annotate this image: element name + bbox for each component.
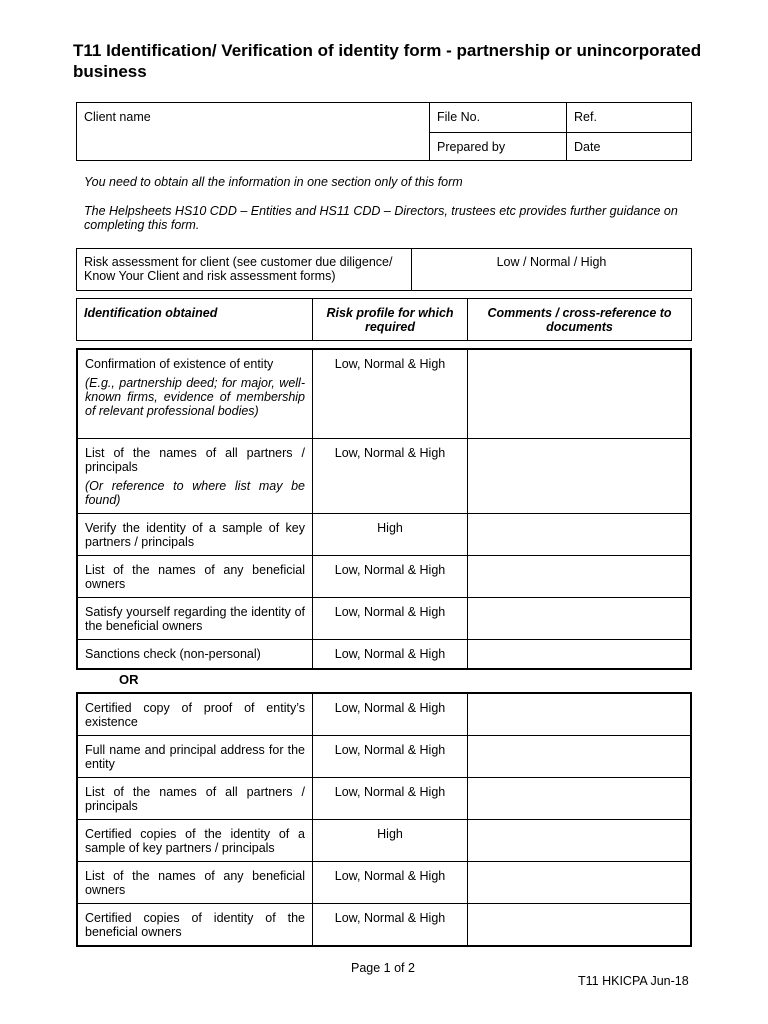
row-subtext: (E.g., partnership deed; for major, well-known firms, evidence of membership of relevant professional bodies)	[85, 376, 305, 418]
instruction-note: You need to obtain all the information in one section only of this form	[84, 175, 463, 189]
row-text: Confirmation of existence of entity	[85, 357, 274, 371]
comment-field[interactable]	[468, 820, 692, 862]
client-name-field[interactable]	[77, 103, 430, 161]
table-row	[77, 555, 691, 597]
risk-assessment-table	[76, 248, 692, 291]
table-row	[77, 349, 691, 438]
comment-field[interactable]	[468, 349, 692, 438]
comment-field[interactable]	[468, 597, 692, 639]
table-row	[77, 862, 691, 904]
comment-field[interactable]	[468, 438, 692, 513]
row-risk: Low, Normal & High	[334, 562, 446, 577]
comment-field[interactable]	[468, 736, 692, 778]
comment-field[interactable]	[468, 862, 692, 904]
section1-table	[76, 348, 692, 670]
prepared-by-label: Prepared by	[437, 140, 506, 154]
row-text: Full name and principal address for the entity	[85, 743, 305, 771]
col-identification-header: Identification obtained	[84, 306, 218, 320]
row-text: Certified copy of proof of entity’s existence	[85, 701, 305, 729]
row-risk: Low, Normal & High	[334, 701, 446, 715]
row-text: List of the names of any beneficial owners	[85, 869, 305, 897]
date-label: Date	[574, 140, 601, 154]
row-text: Verify the identity of a sample of key partners / principals	[85, 520, 305, 549]
table-row	[77, 639, 691, 669]
row-risk: Low, Normal & High	[334, 785, 446, 799]
table-row	[77, 904, 691, 947]
comment-field[interactable]	[468, 693, 692, 736]
comment-field[interactable]	[468, 639, 692, 669]
or-separator: OR	[119, 672, 139, 687]
guidance-note: The Helpsheets HS10 CDD – Entities and HS11 CDD – Directors, trustees etc provides further guidance on completing this form.	[84, 204, 678, 232]
row-text: Certified copies of the identity of a sample of key partners / principals	[85, 827, 305, 855]
form-title: T11 Identification/ Verification of identity form - partnership or unincorporated business	[73, 41, 702, 81]
table-row	[77, 513, 691, 555]
row-risk: Low, Normal & High	[334, 869, 446, 883]
table-row	[77, 693, 691, 736]
row-text: Sanctions check (non-personal)	[85, 646, 261, 661]
ref-field[interactable]	[567, 103, 692, 133]
comment-field[interactable]	[468, 778, 692, 820]
row-subtext: (Or reference to where list may be found)	[85, 478, 305, 507]
column-header-table	[76, 298, 692, 341]
risk-level-options: Low / Normal / High	[496, 255, 607, 269]
table-row	[77, 736, 691, 778]
file-no-field[interactable]	[430, 103, 567, 133]
row-risk: Low, Normal & High	[334, 743, 446, 757]
risk-level-selector[interactable]	[412, 249, 692, 291]
file-no-label: File No.	[437, 110, 481, 124]
comment-field[interactable]	[468, 555, 692, 597]
row-risk: High	[377, 520, 403, 535]
table-row	[77, 778, 691, 820]
comment-field[interactable]	[468, 904, 692, 947]
row-risk: High	[377, 827, 403, 841]
row-risk: Low, Normal & High	[334, 604, 446, 619]
section2-table	[76, 692, 692, 947]
table-row	[77, 438, 691, 513]
row-text: Certified copies of identity of the beneficial owners	[85, 911, 305, 939]
prepared-by-field[interactable]	[430, 133, 567, 161]
client-name-label: Client name	[84, 110, 151, 124]
date-field[interactable]	[567, 133, 692, 161]
table-row	[77, 597, 691, 639]
row-text: List of the names of any beneficial owners	[85, 562, 305, 591]
row-text: List of the names of all partners / principals	[85, 785, 305, 813]
comment-field[interactable]	[468, 513, 692, 555]
row-text: Satisfy yourself regarding the identity of the beneficial owners	[85, 604, 305, 633]
col-comments-header: Comments / cross-reference to documents	[487, 306, 672, 334]
row-risk: Low, Normal & High	[334, 646, 446, 661]
row-risk: Low, Normal & High	[334, 911, 446, 925]
row-risk: Low, Normal & High	[334, 357, 446, 371]
page-number: Page 1 of 2	[351, 961, 415, 975]
ref-label: Ref.	[574, 110, 597, 124]
row-text: List of the names of all partners / principals	[85, 445, 305, 474]
table-row	[77, 820, 691, 862]
risk-assessment-label: Risk assessment for client (see customer due diligence/ Know Your Client and risk assessment forms)	[84, 255, 393, 283]
col-risk-profile-header: Risk profile for which required	[326, 306, 454, 334]
client-header-table	[76, 102, 692, 161]
document-reference: T11 HKICPA Jun-18	[578, 974, 689, 988]
row-risk: Low, Normal & High	[334, 445, 446, 460]
